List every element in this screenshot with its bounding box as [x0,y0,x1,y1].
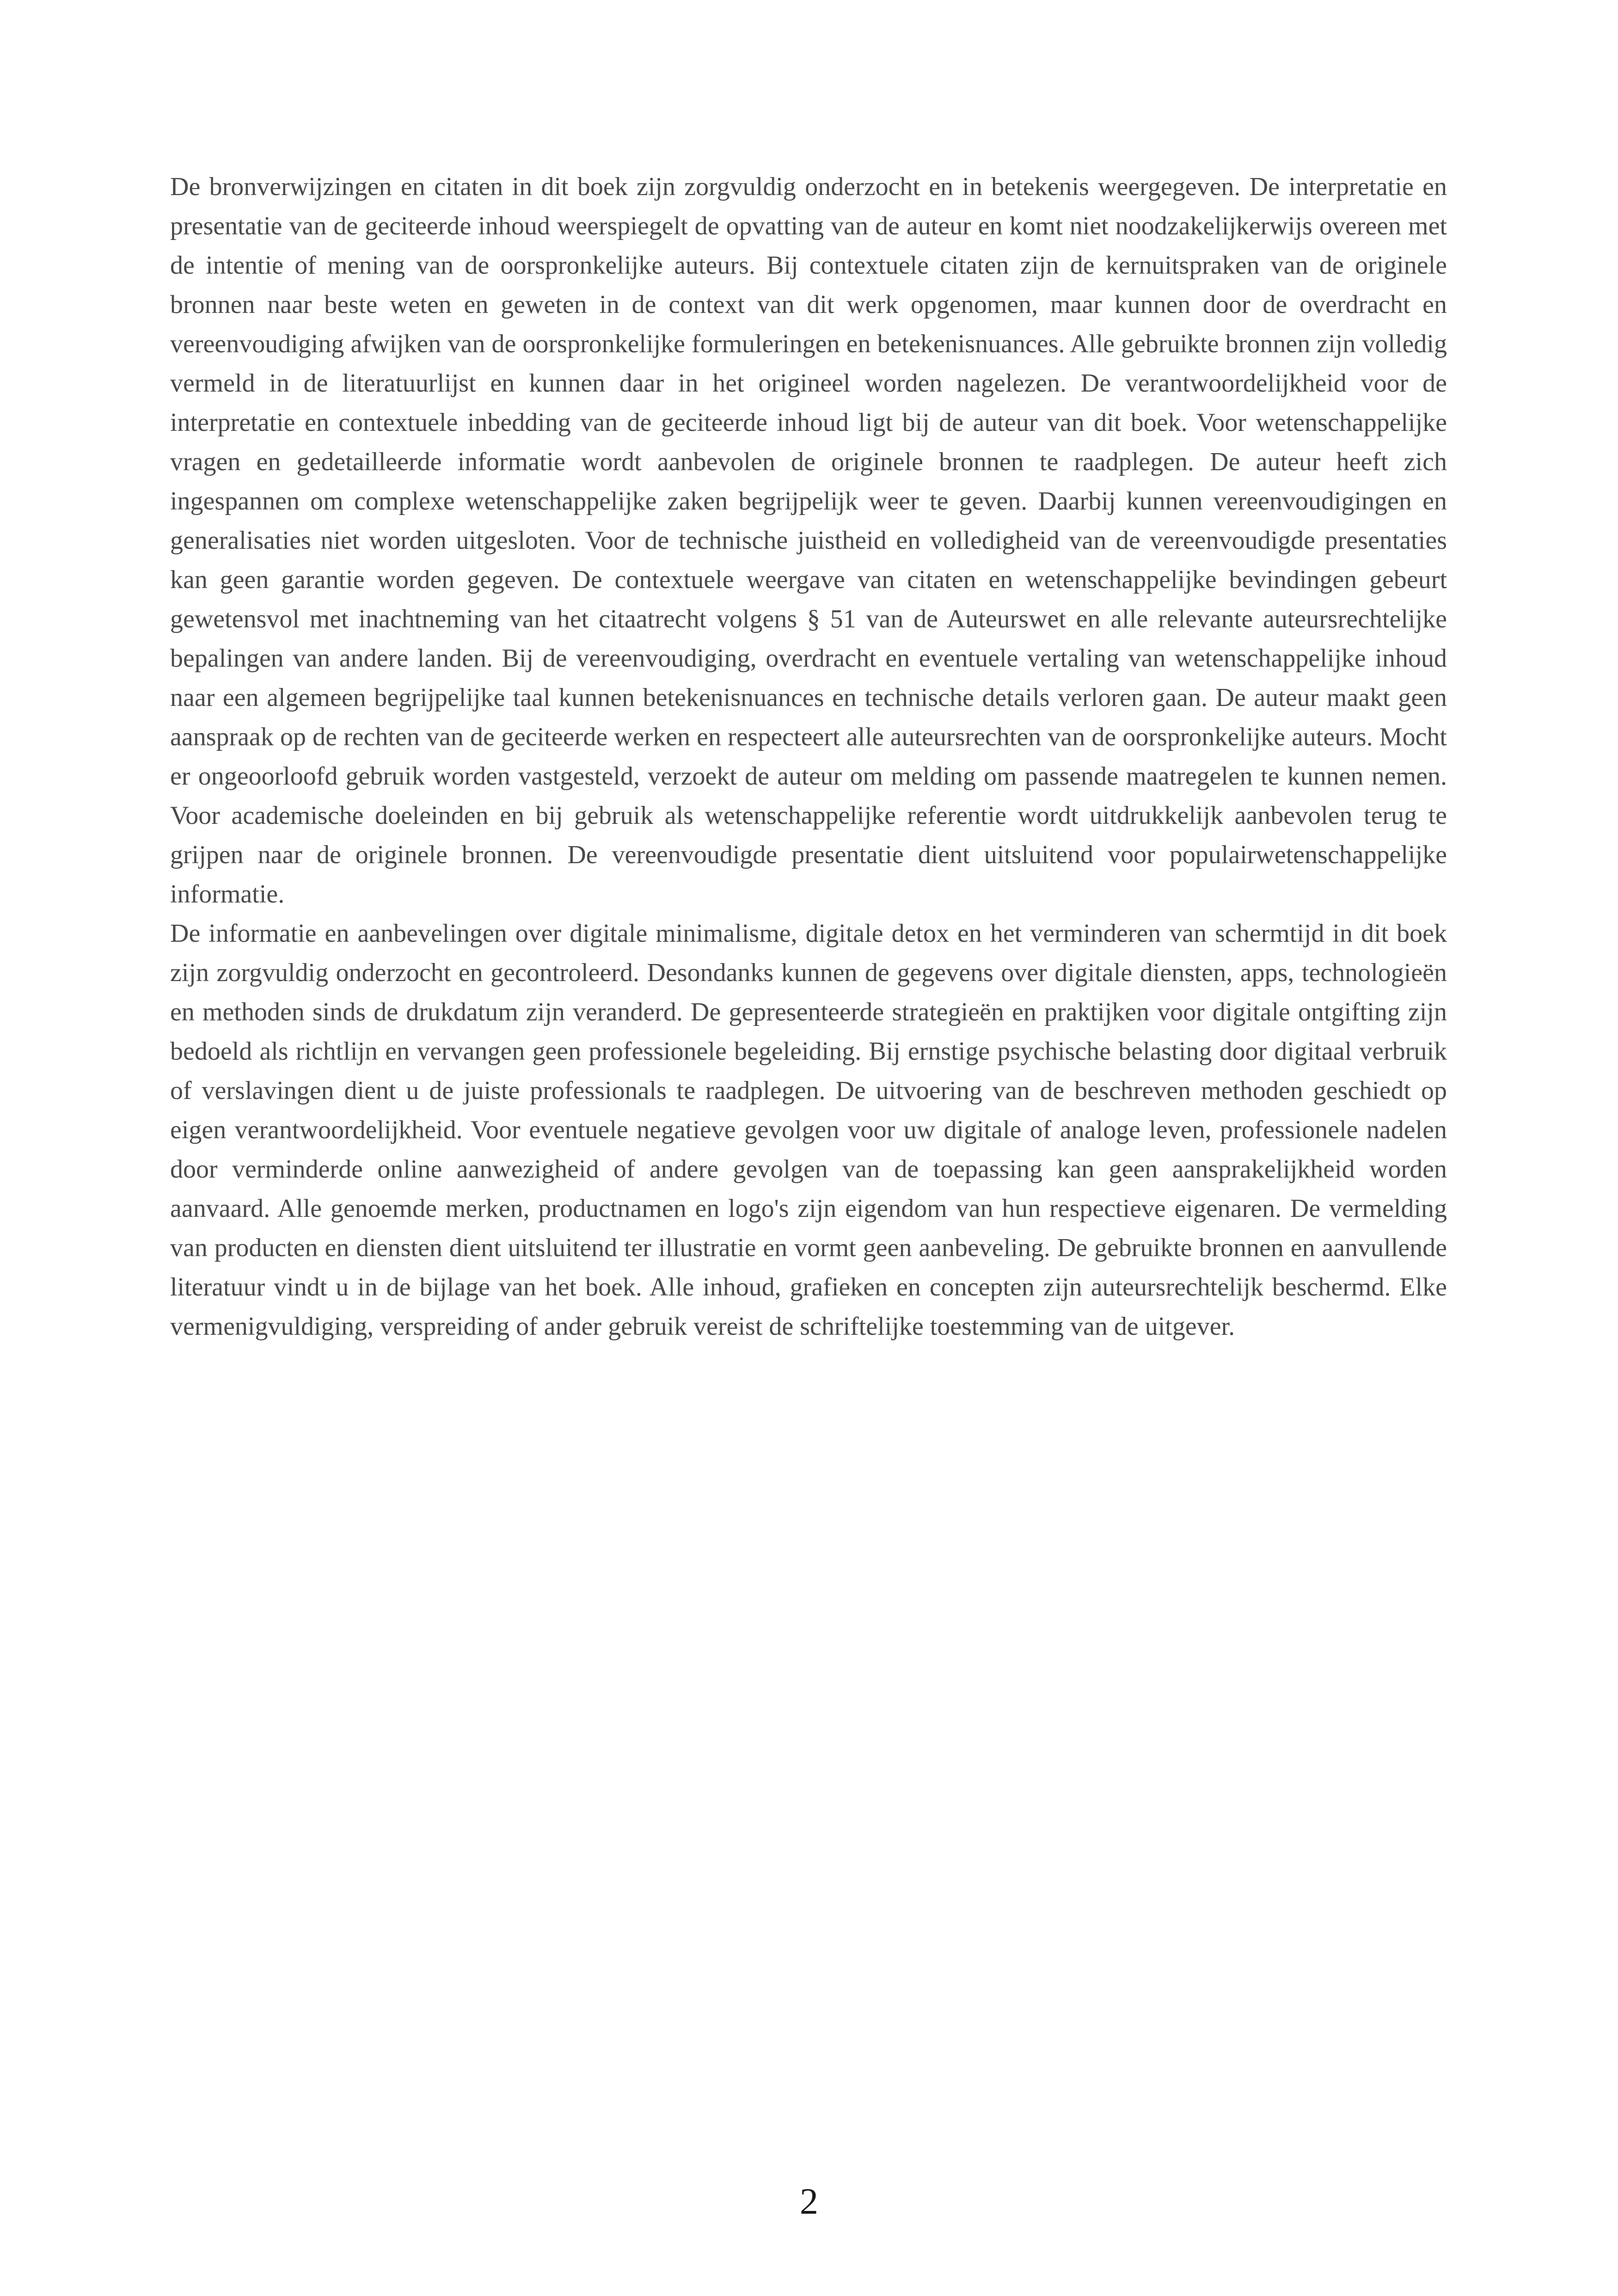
page-number: 2 [800,2181,818,2222]
paragraph-citations-disclaimer: De bronverwijzingen en citaten in dit boek zijn zorgvuldig onderzocht en in betekenis weergegeven. De interpretatie en presentatie van de geciteerde inhoud weerspiegelt de opvatting van de auteur en komt niet noodzakelijkerwijs overeen met de intentie of mening van de oorspronkelijke auteurs. Bij contextuele citaten zijn de kernuitspraken van de originele bronnen naar beste weten en geweten in de context van dit werk opgenomen, maar kunnen door de overdracht en vereenvoudiging afwijken van de oorspronkelijke formuleringen en betekenisnuances. Alle gebruikte bronnen zijn volledig vermeld in de literatuurlijst en kunnen daar in het origineel worden nagelezen. De verantwoordelijkheid voor de interpretatie en contextuele inbedding van de geciteerde inhoud ligt bij de auteur van dit boek. Voor wetenschappelijke vragen en gedetailleerde informatie wordt aanbevolen de originele bronnen te raadplegen. De auteur heeft zich ingespannen om complexe wetenschappelijke zaken begrijpelijk weer te geven. Daarbij kunnen vereenvoudigingen en generalisaties niet worden uitgesloten. Voor de technische juistheid en volledigheid van de vereenvoudigde presentaties kan geen garantie worden gegeven. De contextuele weergave van citaten en wetenschappelijke bevindingen gebeurt gewetensvol met inachtneming van het citaatrecht volgens § 51 van de Auteurswet en alle relevante auteursrechtelijke bepalingen van andere landen. Bij de vereenvoudiging, overdracht en eventuele vertaling van wetenschappelijke inhoud naar een algemeen begrijpelijke taal kunnen betekenisnuances en technische details verloren gaan. De auteur maakt geen aanspraak op de rechten van de geciteerde werken en respecteert alle auteursrechten van de oorspronkelijke auteurs. Mocht er ongeoorloofd gebruik worden vastgesteld, verzoekt de auteur om melding om passende maatregelen te kunnen nemen. Voor academische doeleinden en bij gebruik als wetenschappelijke referentie wordt uitdrukkelijk aanbevolen terug te grijpen naar de originele bronnen. De vereenvoudigde presentatie dient uitsluitend voor populairwetenschappelijke informatie. [170,172,1447,909]
disclaimer-text-block [170,167,1447,1346]
paragraph-liability-disclaimer: De informatie en aanbevelingen over digitale minimalisme, digitale detox en het verminderen van schermtijd in dit boek zijn zorgvuldig onderzocht en gecontroleerd. Desondanks kunnen de gegevens over digitale diensten, apps, technologieën en methoden sinds de drukdatum zijn veranderd. De gepresenteerde strategieën en praktijken voor digitale ontgifting zijn bedoeld als richtlijn en vervangen geen professionele begeleiding. Bij ernstige psychische belasting door digitaal verbruik of verslavingen dient u de juiste professionals te raadplegen. De uitvoering van de beschreven methoden geschiedt op eigen verantwoordelijkheid. Voor eventuele negatieve gevolgen voor uw digitale of analoge leven, professionele nadelen door verminderde online aanwezigheid of andere gevolgen van de toepassing kan geen aansprakelijkheid worden aanvaard. Alle genoemde merken, productnamen en logo's zijn eigendom van hun respectieve eigenaren. De vermelding van producten en diensten dient uitsluitend ter illustratie en vormt geen aanbeveling. De gebruikte bronnen en aanvullende literatuur vindt u in de bijlage van het boek. Alle inhoud, grafieken en concepten zijn auteursrechtelijk beschermd. Elke vermenigvuldiging, verspreiding of ander gebruik vereist de schriftelijke toestemming van de uitgever. [170,919,1447,1341]
